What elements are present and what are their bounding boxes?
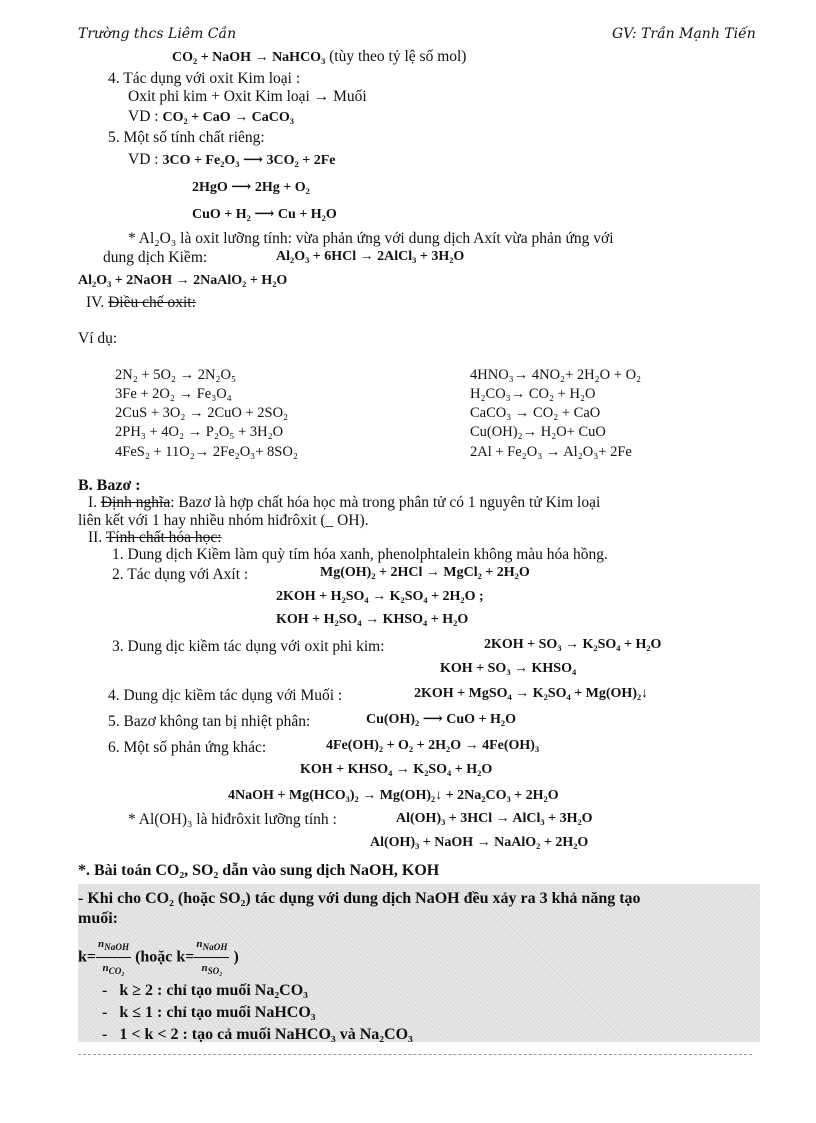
equation-hgo: 2HgO ⟶ 2Hg + O₂ bbox=[192, 180, 310, 195]
equation-cuo: CuO + H₂ ⟶ Cu + H₂O bbox=[192, 207, 337, 222]
problem-title: *. Bài toán CO₂, SO₂ dẫn vào sung dịch NaOH, KOH bbox=[78, 862, 440, 879]
equation: CO₂ + CaO → CaCO₃ bbox=[162, 110, 294, 125]
header-teacher: GV: Trần Mạnh Tiến bbox=[612, 26, 756, 42]
case-1: - k ≥ 2 : chỉ tạo muối Na₂CO₃ bbox=[102, 982, 308, 999]
equation-cuoh2: Cu(OH)₂ ⟶ CuO + H₂O bbox=[366, 712, 517, 727]
equation-al2o3-hcl: Al₂O₃ + 6HCl → 2AlCl₃ + 3H₂O bbox=[276, 249, 465, 264]
property-6: 6. Một số phản ứng khác: bbox=[108, 739, 267, 756]
section-4-title: 4. Tác dụng với oxit Kim loại : bbox=[108, 70, 301, 87]
examples-label: Ví dụ: bbox=[78, 330, 118, 347]
k-or: (hoặc k= bbox=[131, 948, 195, 966]
denominator: $n_{SO_2}$ bbox=[201, 962, 223, 977]
property-2: 2. Tác dụng với Axít : bbox=[112, 566, 249, 583]
section-number: IV. bbox=[86, 294, 109, 311]
example-item: Cu(OH)₂→ H₂O+ CuO bbox=[470, 424, 606, 440]
bullet-dash: - bbox=[102, 1004, 120, 1021]
equation-koh-so3-1: 2KOH + SO₃ → K₂SO₄ + H₂O bbox=[484, 637, 662, 652]
equation-feoh2: 4Fe(OH)₂ + O₂ + 2H₂O → 4Fe(OH)₃ bbox=[326, 738, 540, 753]
example-item: H₂CO₃→ CO₂ + H₂O bbox=[470, 386, 596, 402]
bullet-dash: - bbox=[102, 1026, 120, 1043]
k-label: k= bbox=[78, 948, 97, 966]
equation-mgoh2-hcl: Mg(OH)₂ + 2HCl → MgCl₂ + 2H₂O bbox=[320, 565, 530, 580]
equation-naoh-mghco3: 4NaOH + Mg(HCO₃)₂ → Mg(OH)₂↓ + 2Na₂CO₃ + 2H₂O bbox=[228, 788, 559, 803]
example-item: 2PH₃ + 4O₂ → P₂O₅ + 3H₂O bbox=[115, 424, 284, 440]
equation: 3CO + Fe₂O₃ ⟶ 3CO₂ + 2Fe bbox=[162, 153, 336, 168]
denominator: $n_{CO_2}$ bbox=[102, 962, 125, 977]
problem-intro-cont: muối: bbox=[78, 910, 118, 927]
example-item: 2CuS + 3O₂ → 2CuO + 2SO₂ bbox=[115, 405, 289, 421]
header-school: Trường thcs Liêm Cần bbox=[78, 26, 237, 42]
example-item: 2Al + Fe₂O₃ → Al₂O₃+ 2Fe bbox=[470, 444, 632, 460]
case-2: - k ≤ 1 : chỉ tạo muối NaHCO₃ bbox=[102, 1004, 316, 1021]
bazo-definition-cont: liên kết với 1 hay nhiều nhóm hiđrôxit (_ OH). bbox=[78, 512, 369, 529]
definition-text: : Bazơ là hợp chất hóa học mà trong phân tử có 1 nguyên tử Kim loại bbox=[170, 494, 601, 511]
property-1: 1. Dung dịch Kiềm làm quỳ tím hóa xanh, phenolphtalein không màu hóa hồng. bbox=[112, 546, 608, 563]
equation-aloh3-naoh: Al(OH)₃ + NaOH → NaAlO₂ + 2H₂O bbox=[370, 835, 589, 850]
bazo-title: B. Bazơ : bbox=[78, 477, 141, 494]
aloh3-note: * Al(OH)₃ là hiđrôxit lưỡng tính : bbox=[128, 811, 337, 828]
section-number: I. bbox=[88, 494, 101, 511]
bullet-dash: - bbox=[102, 982, 120, 999]
example-item: CaCO₃ → CO₂ + CaO bbox=[470, 405, 601, 421]
section-5-title: 5. Một số tính chất riêng: bbox=[108, 129, 265, 146]
equation-koh-h2so4: 2KOH + H₂SO₄ → K₂SO₄ + 2H₂O ; bbox=[276, 589, 484, 604]
example-item: 3Fe + 2O₂ → Fe₃O₄ bbox=[115, 386, 232, 402]
definition-label: Định nghĩa bbox=[100, 494, 171, 511]
numerator: $n_{NaOH}$ bbox=[96, 934, 131, 958]
equation: CO₂ + NaOH → NaHCO₃ bbox=[172, 50, 326, 65]
equation-koh-so3-2: KOH + SO₃ → KHSO₄ bbox=[440, 661, 577, 676]
equation-koh-mgso4: 2KOH + MgSO₄ → K₂SO₄ + Mg(OH)₂↓ bbox=[414, 686, 649, 701]
section-4-example bbox=[128, 108, 294, 127]
section-number: II. bbox=[88, 529, 106, 546]
numerator: $n_{NaOH}$ bbox=[194, 934, 229, 958]
property-4: 4. Dung dịc kiềm tác dụng với Muối : bbox=[108, 687, 343, 704]
bazo-definition bbox=[88, 494, 600, 512]
section-4-desc: Oxit phi kim + Oxit Kim loại → Muối bbox=[128, 88, 367, 105]
section-5-example bbox=[128, 151, 336, 170]
k-close: ) bbox=[229, 948, 239, 966]
equation-aloh3-hcl: Al(OH)₃ + 3HCl → AlCl₃ + 3H₂O bbox=[396, 811, 593, 826]
fraction-naoh-so2 bbox=[194, 934, 229, 981]
case-3: - 1 < k < 2 : tạo cả muối NaHCO₃ và Na₂CO₃ bbox=[102, 1026, 413, 1043]
line-naoh-reaction bbox=[172, 48, 466, 67]
bazo-properties-title bbox=[88, 529, 222, 547]
equation-al2o3-naoh: Al₂O₃ + 2NaOH → 2NaAlO₂ + H₂O bbox=[78, 273, 288, 288]
example-item: 4FeS₂ + 11O₂→ 2Fe₂O₃+ 8SO₂ bbox=[115, 444, 298, 460]
vd-label: VD : bbox=[128, 151, 163, 168]
al2o3-note-cont: dung dịch Kiềm: bbox=[103, 249, 208, 266]
problem-intro: - Khi cho CO₂ (hoặc SO₂) tác dụng với dung dịch NaOH đều xảy ra 3 khả năng tạo bbox=[78, 890, 641, 907]
equation-koh-khso4-2: KOH + KHSO₄ → K₂SO₄ + H₂O bbox=[300, 762, 493, 777]
equation-koh-khso4: KOH + H₂SO₄ → KHSO₄ + H₂O bbox=[276, 612, 469, 627]
fraction-naoh-co2 bbox=[96, 934, 131, 981]
example-item: 4HNO₃→ 4NO₂+ 2H₂O + O₂ bbox=[470, 367, 642, 383]
properties-label: Tính chất hóa học: bbox=[105, 529, 222, 546]
section-label: Điều chế oxit: bbox=[108, 294, 196, 311]
k-formula bbox=[78, 934, 239, 981]
al2o3-note: * Al₂O₃ là oxit lưỡng tính: vừa phản ứng với dung dịch Axít vừa phản ứng với bbox=[128, 230, 614, 247]
note: (tùy theo tỷ lệ số mol) bbox=[325, 48, 467, 65]
example-item: 2N₂ + 5O₂ → 2N₂O₅ bbox=[115, 367, 237, 383]
property-3: 3. Dung dịc kiềm tác dụng với oxit phi kim: bbox=[112, 638, 385, 655]
property-5: 5. Bazơ không tan bị nhiệt phân: bbox=[108, 713, 311, 730]
vd-label: VD : bbox=[128, 108, 163, 125]
footer-divider bbox=[78, 1054, 752, 1055]
section-iv-title bbox=[86, 294, 196, 312]
